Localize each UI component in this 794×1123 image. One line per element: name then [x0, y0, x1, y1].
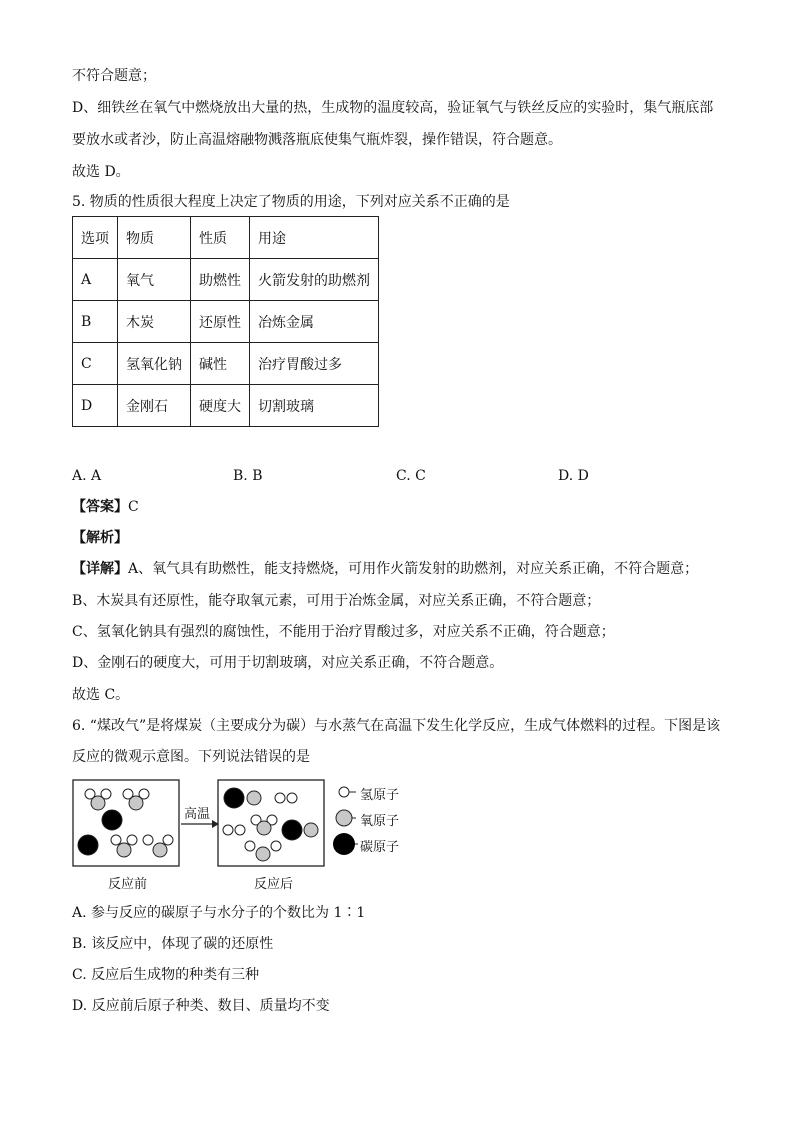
table-cell: 碱性 — [191, 343, 250, 385]
legend-carbon — [332, 832, 432, 858]
table-cell: 硬度大 — [191, 385, 250, 427]
analysis-label: 【解析】 — [72, 530, 128, 546]
detail-text: A、氧气具有助燃性，能支持燃烧，可用作火箭发射的助燃剂，对应关系正确，不符合题意； — [128, 561, 699, 577]
question-6-stem: 反应的微观示意图。下列说法错误的是 — [72, 749, 310, 765]
text-line: 故选 D。 — [72, 164, 130, 180]
text-line: 要放水或者沙，防止高温熔融物溅落瓶底使集气瓶炸裂，操作错误，符合题意。 — [72, 132, 562, 148]
table-cell: D — [73, 385, 118, 427]
choice-d: D. D — [558, 468, 589, 484]
legend-label: 碳原子 — [360, 840, 400, 855]
table-cell: 氢氧化钠 — [118, 343, 191, 385]
before-label: 反应前 — [108, 876, 148, 891]
legend-label: 氢原子 — [360, 788, 400, 803]
table-header-cell: 物质 — [118, 217, 191, 259]
table-cell: C — [73, 343, 118, 385]
properties-table — [72, 216, 379, 427]
before-contents — [78, 789, 173, 857]
detail-line: B、木炭具有还原性，能夺取氧元素，可用于冶炼金属，对应关系正确，不符合题意； — [72, 593, 601, 609]
choice-c: C. C — [396, 468, 426, 484]
table-cell: 治疗胃酸过多 — [250, 343, 379, 385]
option-d: D. 反应前后原子种类、数目、质量均不变 — [72, 998, 330, 1014]
detail-label: 【详解】 — [72, 561, 128, 577]
arrow-label: 高温 — [184, 806, 211, 821]
answer-value: C — [128, 499, 139, 515]
carbon-atom-icon — [332, 831, 358, 857]
answer-line — [72, 497, 139, 517]
table-cell: A — [73, 259, 118, 301]
table-row — [73, 301, 379, 343]
table-header-cell: 用途 — [250, 217, 379, 259]
table-cell: 木炭 — [118, 301, 191, 343]
after-contents — [223, 788, 318, 861]
oxygen-atom-icon — [332, 806, 356, 830]
question-5-stem: 5. 物质的性质很大程度上决定了物质的用途，下列对应关系不正确的是 — [72, 194, 510, 210]
text-line: 不符合题意； — [72, 68, 156, 84]
table-cell: 切割玻璃 — [250, 385, 379, 427]
table-row — [73, 259, 379, 301]
table-cell: 金刚石 — [118, 385, 191, 427]
legend-hydrogen — [332, 780, 432, 806]
choice-a: A. A — [72, 468, 102, 484]
conclusion: 故选 C。 — [72, 687, 130, 703]
answer-label: 【答案】 — [72, 499, 128, 515]
legend-label: 氧原子 — [360, 814, 400, 829]
table-cell: 冶炼金属 — [250, 301, 379, 343]
table-header-row — [73, 217, 379, 259]
table-header-cell: 性质 — [191, 217, 250, 259]
table-cell: 火箭发射的助燃剂 — [250, 259, 379, 301]
detail-line: D、金刚石的硬度大，可用于切割玻璃，对应关系正确，不符合题意。 — [72, 655, 504, 671]
table-cell: B — [73, 301, 118, 343]
question-6-stem: 6. “煤改气”是将煤炭（主要成分为碳）与水蒸气在高温下发生化学反应，生成气体燃料的过程。下图是该 — [72, 718, 721, 734]
choice-b: B. B — [233, 468, 263, 484]
option-a: A. 参与反应的碳原子与水分子的个数比为 1∶1 — [72, 905, 366, 921]
atom-legend — [332, 780, 432, 858]
table-cell: 助燃性 — [191, 259, 250, 301]
detail-line: C、氢氧化钠具有强烈的腐蚀性，不能用于治疗胃酸过多，对应关系不正确，符合题意； — [72, 624, 615, 640]
legend-oxygen — [332, 806, 432, 832]
option-c: C. 反应后生成物的种类有三种 — [72, 967, 260, 983]
detail-line — [72, 559, 698, 579]
table-header-cell: 选项 — [73, 217, 118, 259]
hydrogen-atom-icon — [332, 780, 356, 804]
table-cell: 氧气 — [118, 259, 191, 301]
table-row — [73, 385, 379, 427]
after-label: 反应后 — [254, 876, 294, 891]
option-b: B. 该反应中，体现了碳的还原性 — [72, 936, 274, 952]
text-line: D、细铁丝在氧气中燃烧放出大量的热，生成物的温度较高，验证氧气与铁丝反应的实验时，集气瓶底部 — [72, 100, 714, 116]
table-cell: 还原性 — [191, 301, 250, 343]
table-row — [73, 343, 379, 385]
